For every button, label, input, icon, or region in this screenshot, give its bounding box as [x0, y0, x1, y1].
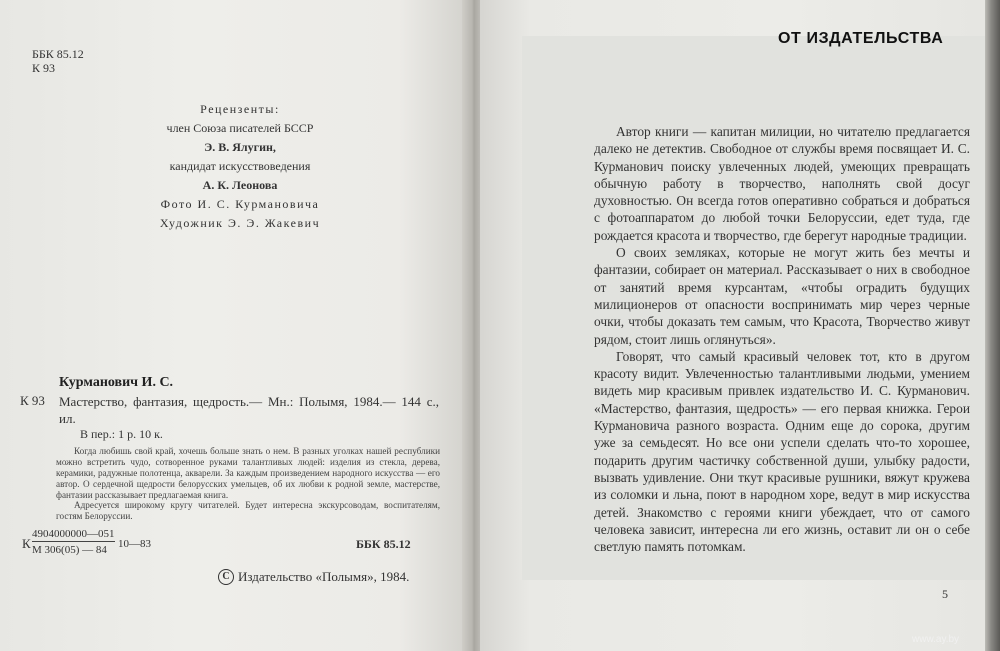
copyright-line	[218, 569, 409, 585]
call-number: К 93	[20, 393, 45, 408]
watermark: www.ay.by	[912, 634, 960, 645]
page-edge	[985, 0, 1000, 651]
section-heading: ОТ ИЗДАТЕЛЬСТВА	[778, 30, 944, 47]
copyright-text: Издательство «Полымя», 1984.	[238, 569, 410, 584]
bbk-code: ББК 85.12	[32, 47, 84, 61]
author-name: Курманович И. С.	[59, 375, 174, 390]
reviewers-heading: Рецензенты:	[200, 102, 280, 116]
reviewer-2-name: А. К. Леонова	[202, 178, 278, 192]
annotation: Когда любишь свой край, хочешь больше знать о нем. В разных уголках нашей республики можно встретить чудо, сотворенное руками талантливых людей: изделия из стекла, дерева, керамики, радужные полотенца, акварели. За каждым произведением народного искусства — его автор. О сердечной щедрости белорусских умельцев, об их любви к родной земле, мастерстве, фантазии рассказывает предлагаемая книга.	[56, 446, 440, 500]
bibliographic-description: Мастерство, фантазия, щедрость.— Мн.: Полымя, 1984.— 144 с., ил.	[59, 394, 439, 426]
call-number-top: К 93	[32, 61, 56, 75]
price: В пер.: 1 р. 10 к.	[80, 427, 163, 441]
code-denominator: М 306(05) — 84	[32, 544, 107, 556]
publisher-foreword	[594, 123, 970, 555]
artist-credit: Художник Э. Э. Жакевич	[159, 216, 321, 230]
reviewer-2-title: кандидат искусствоведения	[169, 159, 311, 173]
audience-note: Адресуется широкому кругу читателей. Будет интересна экскурсоводам, воспитателям, гостям Белоруссии.	[56, 500, 440, 521]
bbk-classification-bottom: ББК 85.12	[356, 537, 411, 551]
reviewers-block	[110, 100, 370, 233]
paragraph: Говорят, что самый красивый человек тот, кто в другом красоту видит. Увлеченностью талантливыми людьми, умением видеть мир красивым привлек издательство И. С. Курманович. «Мастерство, фантазия, щедрость» — его первая книжка. Герои Курмановича разного возраста. Одним еще до сорока, другим уже за семьдесят. Но все они успели сделать что-то хорошее, подарить другим частичку собственной души, улыбку радости, вызвать удивление. Они ткут красивые рушники, вяжут кружева из соломки и льна, поют в народном хоре, ведут в мир искусства детей. Знакомство с героями книги убеждает, что от самого человека зависит, интересна ли его жизнь, оставит ли он о себе светлую память потомкам.	[594, 348, 970, 555]
code-numerator: 4904000000—051	[32, 528, 115, 540]
photo-credit: Фото И. С. Курмановича	[160, 197, 320, 211]
reviewer-1-title: член Союза писателей БССР	[166, 121, 314, 135]
page-number: 5	[942, 587, 948, 601]
paragraph: Автор книги — капитан милиции, но читателю предлагается далеко не детектив. Свободное от службы время посвящает И. С. Курманович поиску увлеченных людей, умеющих превращать обычную работу в творчество, наполнять свой досуг духовностью. Он всегда готов оперативно собраться и добраться с фотоаппаратом до любой точки Белоруссии, едет туда, где рождается красота и творчество, где берегут народные традиции.	[594, 124, 970, 243]
paragraph: О своих земляках, которые не могут жить без мечты и фантазии, собирает он материал. Рассказывает о них в свободное от занятий время курсантам, «чтобы оградить будущих милиционеров от опасности воспринимать мир через черные очки, чтобы доказать тем самым, что Красота, Творчество живут рядом, стоит лишь оглянуться».	[594, 245, 970, 347]
copyright-icon: С	[218, 569, 234, 585]
reviewer-1-name: Э. В. Ялугин,	[204, 140, 276, 154]
code-suffix: 10—83	[118, 538, 151, 550]
code-letter: К	[22, 536, 31, 551]
bbk-classification-top	[32, 47, 84, 75]
